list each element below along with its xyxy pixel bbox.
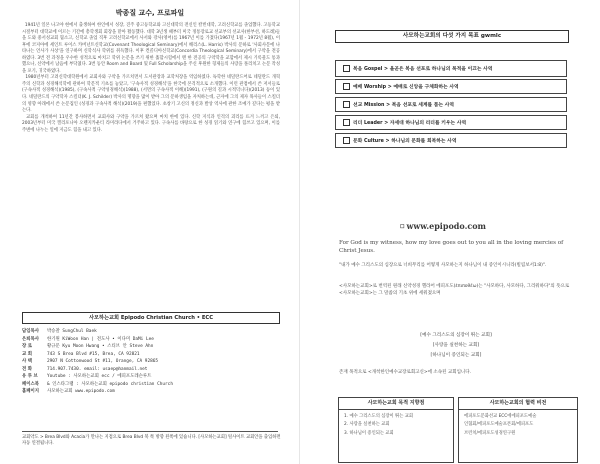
- purpose-item: 2. 사랑을 실천하는 교회: [344, 422, 390, 428]
- info-label: 교 회: [22, 351, 33, 357]
- goals-box-title: 사모하는교회의 다섯 가지 목표 gwmlc: [335, 30, 569, 43]
- goal-item: [335, 79, 567, 94]
- checkbox-icon: [343, 137, 350, 144]
- korean-verse: "내가 예수 그리스도의 심장으로 너희무리를 어떻게 사모하는지 하나님이 내 증인이시니라(빌립보서1:8)".: [339, 263, 547, 268]
- goal-label: 예배 Worship > 예배로 신앙을 구체화하는 사역: [353, 85, 459, 90]
- goal-item: [335, 115, 567, 130]
- goal-item: [335, 133, 567, 148]
- checkbox-icon: [343, 83, 350, 90]
- info-label: 은퇴목사: [22, 336, 39, 342]
- goal-item: [335, 97, 567, 112]
- church-motto: [하나님이 증인되는 교회]: [430, 353, 482, 358]
- goal-label: 리더 Leader > 자세대 하나님의 리더를 키우는 사역: [353, 121, 467, 126]
- purpose-table: [338, 397, 454, 463]
- info-row: [22, 358, 282, 366]
- church-info: [22, 328, 282, 396]
- info-value: Youtube : 사모하는교회 ecc / 에피포도레슨루트: [47, 374, 152, 379]
- column-divider: [299, 0, 300, 464]
- checkbox-icon: [343, 65, 350, 72]
- profile-title: 박종질 교수, 프로파일: [115, 9, 185, 17]
- ecc-meaning: <사모하는교회>로 번역된 원래 신약성경 헬라어 에피포도(ἐπιποθέω)는 "사모하다, 사모하다, 그리워하다"의 뜻으로 <사모하는교회>는 그 말씀의 기초 위에 세워졌으며: [339, 284, 571, 296]
- vision-table: [458, 397, 578, 463]
- info-divider: [22, 431, 278, 432]
- info-label: 유 투 브: [22, 374, 38, 379]
- directions-note: 교회약도 > Brea Blvd와 Acacia가 만나는 지점으로 Brea Blvd 북 쪽 방향 된쪽에 있습니다. [사모하는교회] 털사이트 교회안을 출입하면 자동 연결됩니다.: [22, 435, 281, 447]
- vision-table-title: 사모하는교회의 협력 비전: [459, 398, 577, 410]
- checkbox-icon: [343, 101, 350, 108]
- info-value: 714.907.7430. email: usaep@hanmail.net: [47, 366, 148, 372]
- goal-item: [335, 60, 567, 77]
- info-value: 사모하는교회 www.epipodo.com: [47, 389, 115, 394]
- info-row: [22, 336, 282, 344]
- vision-item: 인협회/에피포도예술프폰회/에피포도: [464, 422, 534, 428]
- info-label: 페이스북: [22, 381, 39, 387]
- english-verse: For God is my witness, how my love goes out to you all in the loving mercies of Christ Jesus.: [339, 240, 565, 254]
- website-url: www.epipodo.com: [406, 221, 487, 231]
- info-value: & 인스타그램 : 사모하는교회 epipodo christian Church: [47, 381, 173, 387]
- closing-text: 존재 목적으로 <개척한인예수교장로회고신>에 소속된 교회입니다.: [339, 370, 472, 375]
- info-value: 황규문 Kyu Moon Hwang • 스티브 안 Steve Ahn: [47, 344, 154, 349]
- purpose-item: 1. 예수 그리스도의 심장이 뛰는 교회: [344, 414, 414, 419]
- vision-table-body: [459, 410, 577, 441]
- vision-item: 브런치/에피포도성경연구원: [464, 430, 516, 436]
- info-value: 한기원 KiWoon Han | 전도사 • 이다미 DaMi Lee: [47, 336, 154, 342]
- link-icon: ☐: [400, 224, 405, 230]
- info-row: [22, 381, 282, 389]
- info-row: [22, 343, 282, 351]
- info-row: [22, 388, 282, 396]
- info-label: 담임목사: [22, 329, 39, 334]
- goal-label: 복음 Gospel > 올곧은 복음 선포로 하나님의 목적을 이끄는 사역: [353, 67, 493, 72]
- info-row: [22, 328, 282, 336]
- church-box-title: 사모하는교회 Epipodo Christian Church • ECC: [22, 312, 280, 324]
- info-row: [22, 373, 282, 381]
- purpose-table-body: [339, 410, 453, 441]
- website-link[interactable]: [400, 221, 510, 231]
- info-row: [22, 366, 282, 374]
- info-label: 사 택: [22, 359, 33, 364]
- purpose-item: 3. 하나님이 증인되는 교회: [344, 430, 394, 436]
- purpose-table-title: 사모하는교회 목적 지향점: [339, 398, 453, 410]
- church-motto: [예수 그리스도의 심장이 뛰는 교회]: [420, 333, 492, 338]
- info-label: 홈페이지: [22, 389, 39, 394]
- info-value: 2907 N Cottonwood St #11, Orange, CA 92865: [47, 359, 159, 364]
- checkbox-icon: [343, 119, 350, 126]
- church-motto: [사랑을 실천하는 교회]: [432, 343, 480, 348]
- info-label: 장 로: [22, 344, 33, 349]
- info-row: [22, 351, 282, 359]
- vision-item: 에피포도문화선교 ECC에에피포도예술: [464, 414, 537, 419]
- info-value: 박승찰 SungChul Baek: [47, 329, 97, 334]
- goal-label: 문화 Culture > 하나님의 문화를 회복하는 사역: [353, 139, 457, 144]
- info-value: 743 S Brea Blvd #15, Brea, CA 92821: [47, 351, 140, 357]
- goal-label: 선교 Mission > 복음 선포로 세계를 품는 사역: [353, 103, 455, 108]
- info-label: 전 화: [22, 366, 33, 372]
- profile-body: 1941년 일본 나고야 현에서 출생하여 한인에서 성장, 진주 중고등학교와 고신대학의 전신인 칼빈대학, 고려신학교를 졸업했다. 고등학교 시절부터 대학교에 이르는 기간에 총학생회 회장을 맡아 활동했다. 대학 3년생 때부터 미국 정통장로교 선교부의 선교사(한부선, 하도례)들을 도와 중서성교회 협소고, 신학교 졸업 직후 고려신학교에서 사서와 강사(영어)를 1967년 이를 가졌다(1967년 1월 - 1972년 8월), 이후에 코지아에 세인트 루이스 카버넌트신학교(Covenant Theological Seminary)에서 해리스(L. Harris) 박사의 문하로 '사회사문에 나타나는 언사가 사상'을 연구하며 신학석사 학위를 취득했다. 이후 컨콜디아신학교(Concordia Theological Seminary)에서 구약을 전공하였다. 3번 전 과정을 우수한 성적으로 마치고 학위 논문을 쓰기 위한 흙합시험에서 맨 한 전공의 구약학을 교합에서 제시 기록물도 통과 했으나, 신약에서 남음에 부닥쳤다. 3번 동안 Room and Board 및 Full Scholarship을 주신 후원한 형제들의 사랑을 폴리치고 논문 작성을 포기, 귀국하였다. 1980년부터 고려신학대학원에서 교회사와 구약을 가르치면서 도서관장과 교학처장을 역임하였다. 독학한 네덜란드어로 네덜란드 개혁주의 신학과 성경해석학에 관하여 학문적 기초를 놓았고, '구속사적 성경해석'을 한국에 본격적으로 소개했다. 이런 관점에서 쓴 저서들로 (구속사적 성경해석)(1985), (구속사적 구약성경해석)(1988), (서면의 구속사적 이해)(1991), (구원의 길과 시적덕니다)(2013) 등이 있다. 네덜란드의 구약학자 스킬더(K. J. Schilder) 박사의 명향을 많이 받아 그의 문하생임을 자처하는데, 근자에 그의 제자 목사들이 스킬더의 영향 아래에서 쓴 논문집인 (성경과 구속사적 해석)(2019)을 편했었다. 초창기 고신의 정신과 발상 역사에 관한 조예가 깊다는 평을 받는다. 교회를 개척하여 11년간 봉사하면서 교회사와 구약을 가르쳐 왔으며 마치 한에 있다. 신학 지식과 인격의 괴리를 뜨겨 느끼고 은퇴, 2003년부터 미국 캘리포니아 오렌지카운티 라미라다에서 거주하고 있다. 구속사를 바탕으로 한 성경 읽기와 연구에 힘쓰고 있으며, 이를 주변에 나누는 일에 지금도 힘을 내고 있다.: [22, 23, 281, 133]
